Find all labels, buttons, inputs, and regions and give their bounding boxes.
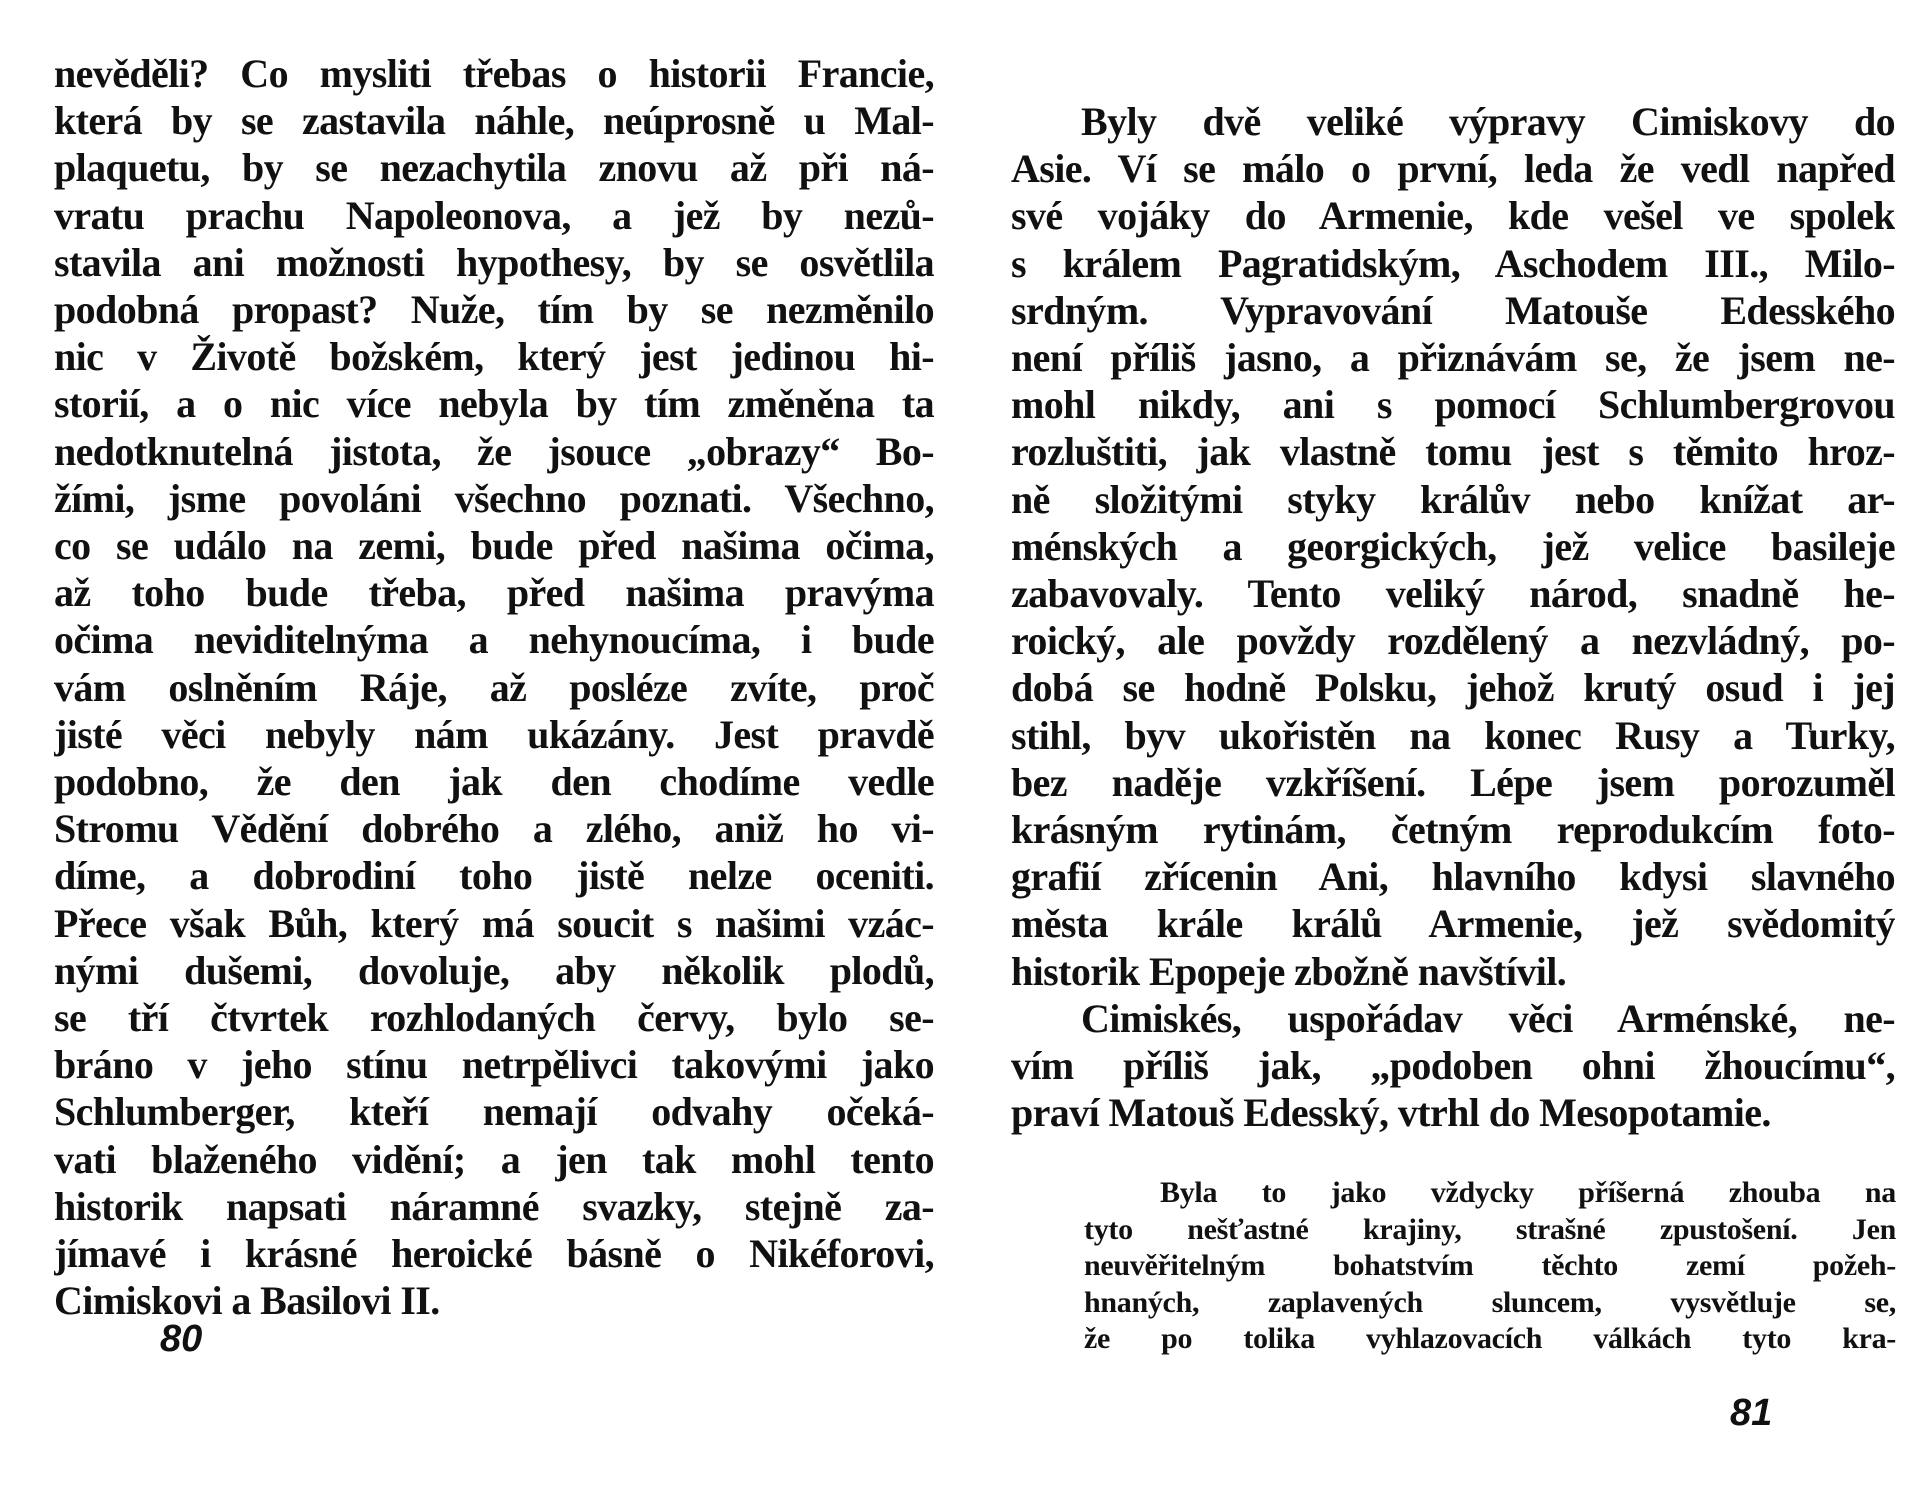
text-line: hnaných, zaplavených sluncem, vysvětluje se, (1084, 1285, 1896, 1319)
text-line: grafií zřícenin Ani, hlavního kdysi slavného (1011, 854, 1895, 900)
text-line: tyto nešťastné krajiny, strašné zpustošení. Jen (1084, 1212, 1896, 1246)
text-line: rozluštiti, jak vlastně tomu jest s těmito hroz- (1011, 429, 1895, 475)
page-number-right: 81 (1730, 1392, 1773, 1434)
text-line: žími, jsme povoláni všechno poznati. Všechno, (54, 475, 934, 521)
text-line: Stromu Vědění dobrého a zlého, aniž ho vi- (54, 806, 934, 852)
text-line: stihl, byv ukořistěn na konec Rusy a Turky, (1011, 712, 1895, 758)
text-line: stavila ani možnosti hypothesy, by se osvětlila (54, 239, 934, 285)
text-line: co se událo na zemi, bude před našima očima, (54, 523, 934, 569)
right-page-text (1011, 98, 1895, 1136)
text-line: dobá se hodně Polsku, jehož krutý osud i jej (1011, 665, 1895, 711)
text-line: plaquetu, by se nezachytila znovu až při ná- (54, 145, 934, 191)
text-line: vím příliš jak, „podoben ohni žhoucímu“, (1011, 1043, 1895, 1089)
text-line: nevěděli? Co mysliti třebas o historii Francie, (54, 51, 934, 96)
text-line: že po tolika vyhlazovacích válkách tyto kra- (1084, 1322, 1896, 1356)
text-line: Asie. Ví se málo o první, leda že vedl napřed (1011, 146, 1895, 192)
text-line: není příliš jasno, a přiznávám se, že jsem ne- (1011, 335, 1895, 381)
text-line: krásným rytinám, četným reprodukcím foto- (1011, 807, 1895, 853)
text-line: Cimiskés, uspořádav věci Arménské, ne- (1081, 995, 1895, 1041)
text-line: podobná propast? Nuže, tím by se nezměnilo (54, 287, 934, 333)
text-line: mohl nikdy, ani s pomocí Schlumbergrovou (1011, 382, 1895, 428)
page-number-left: 80 (160, 1318, 203, 1360)
right-page-small-text (1084, 1175, 1896, 1358)
text-line: očima neviditelnýma a nehynoucíma, i bude (54, 617, 934, 663)
text-line: nic v Životě božském, který jest jedinou hi- (54, 334, 934, 380)
text-line: vratu prachu Napoleonova, a jež by nezů- (54, 192, 934, 238)
text-line: ně složitými styky králův nebo knížat ar- (1011, 476, 1895, 522)
text-line: Byly dvě veliké výpravy Cimiskovy do (1081, 99, 1895, 144)
text-line: podobno, že den jak den chodíme vedle (54, 759, 934, 805)
text-line: Cimiskovi a Basilovi II. (54, 1278, 440, 1324)
text-line: ménských a georgických, jež velice basileje (1011, 523, 1895, 569)
right-page (964, 0, 1928, 1500)
text-line: srdným. Vypravování Matouše Edesského (1011, 287, 1895, 333)
text-line: Přece však Bůh, který má soucit s našimi vzác- (54, 900, 934, 946)
text-line: praví Matouš Edesský, vtrhl do Mesopotamie. (1011, 1090, 1771, 1136)
left-page-text (54, 50, 934, 1324)
text-line: historik Epopeje zbožně navštívil. (1011, 948, 1567, 994)
text-line: své vojáky do Armenie, kde vešel ve spolek (1011, 193, 1895, 239)
text-line: vati blaženého vidění; a jen tak mohl tento (54, 1136, 934, 1182)
text-line: s králem Pagratidským, Aschodem III., Milo- (1011, 240, 1895, 286)
text-line: vám oslněním Ráje, až posléze zvíte, proč (54, 664, 934, 710)
text-line: bráno v jeho stínu netrpělivci takovými jako (54, 1042, 934, 1088)
text-line: jímavé i krásné heroické básně o Nikéforovi, (54, 1231, 934, 1277)
text-line: díme, a dobrodiní toho jistě nelze oceniti. (54, 853, 934, 899)
text-line: až toho bude třeba, před našima pravýma (54, 570, 934, 616)
text-line: storií, a o nic více nebyla by tím změněna ta (54, 381, 934, 427)
text-line: se tří čtvrtek rozhlodaných červy, bylo se- (54, 995, 934, 1041)
text-line: roický, ale povždy rozdělený a nezvládný, po- (1011, 618, 1895, 664)
text-line: neuvěřitelným bohatstvím těchto zemí požeh- (1084, 1249, 1896, 1283)
text-line: města krále králů Armenie, jež svědomitý (1011, 901, 1895, 947)
text-line: bez naděje vzkříšení. Lépe jsem porozuměl (1011, 759, 1895, 805)
text-line: která by se zastavila náhle, neúprosně u Mal- (54, 98, 934, 144)
text-line: nými dušemi, dovoluje, aby několik plodů, (54, 947, 934, 993)
text-line: Byla to jako vždycky příšerná zhouba na (1160, 1176, 1896, 1209)
text-line: historik napsati náramné svazky, stejně za- (54, 1183, 934, 1229)
text-line: Schlumberger, kteří nemají odvahy očeká- (54, 1089, 934, 1135)
text-line: nedotknutelná jistota, že jsouce „obrazy“ Bo- (54, 428, 934, 474)
text-line: zabavovaly. Tento veliký národ, snadně he- (1011, 571, 1895, 617)
text-line: jisté věci nebyly nám ukázány. Jest pravdě (54, 711, 934, 757)
